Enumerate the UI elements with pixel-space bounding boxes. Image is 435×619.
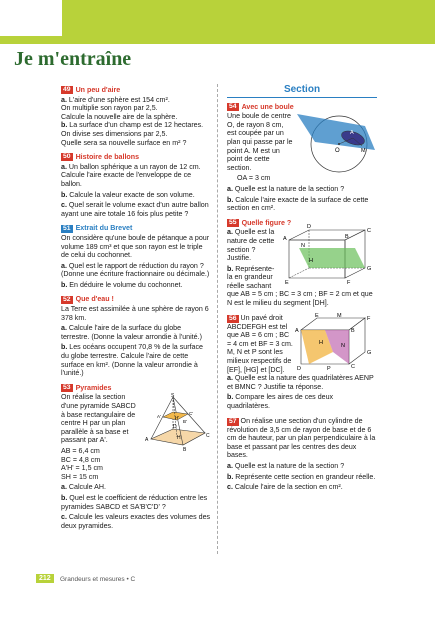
svg-text:M: M [337, 312, 342, 319]
question-a: Quelle est la nature de la section ? [234, 184, 345, 193]
question-b: Représente-la en grandeur réelle sachant que AB = 5 cm ; BC = 3 cm ; BF = 2 cm et que N est le milieu du segment [DH]. [227, 264, 373, 308]
cuboid-figure-2 [295, 314, 377, 370]
svg-text:G: G [367, 266, 372, 273]
exercise-52: 52 Que d'eau ! La Terre est assimilée à une sphère de rayon 6 378 km. a. Calcule l'aire de la surface du globe terrestre. (Donne la valeur arrondie à l'unité.) b. Les océans occupent 70,8 % de la surface du globe terrestre. Calcule l'aire de cette surface en km². (Donne la valeur arrondie à l'unité.) [61, 295, 211, 377]
exercise-title: Histoire de ballons [75, 153, 140, 162]
question-a-note: (Donne une écriture fractionnaire ou décimale.) [61, 270, 210, 279]
exercise-number: 51 [63, 224, 71, 232]
svg-text:H: H [319, 339, 323, 346]
exercise-number: 56 [229, 314, 237, 322]
page-title: Je m'entraîne [14, 48, 132, 70]
question-a: Un ballon sphérique a un rayon de 12 cm. Calcule l'aire exacte de l'enveloppe de ce ballon. [61, 162, 201, 188]
svg-text:F: F [347, 280, 351, 287]
question-a: Quel est le rapport de réduction du rayon ? [68, 261, 204, 270]
exercise-number: 54 [229, 102, 237, 110]
svg-text:B: B [345, 234, 349, 241]
question-b: Les océans occupent 70,8 % de la surface du globe terrestre. Calcule l'aire de cette surface en km². (Donne la valeur arrondie à l'unité.) [61, 343, 203, 378]
exercise-title: Quelle figure ? [241, 218, 292, 227]
pyramid-figure [143, 393, 211, 453]
question-a: L'aire d'une sphère est 154 cm². [68, 95, 170, 104]
exercise-54: 54 Avec une boule O A M Une boule de centre O, de rayon 8 cm, est coupée par un plan qui passe par le point A. M est un point de cette section. OA = 3 cm a. Quelle est la nature de la section ? b. Calcule l'aire exacte de la surface de cette section en cm². [227, 103, 377, 213]
svg-text:C: C [367, 228, 371, 235]
exercise-49: 49 Un peu d'aire a. L'aire d'une sphère est 154 cm². On multiplie son rayon par 2,5. Calcule la nouvelle aire de la sphère. b. La surface d'un champ est de 12 hectares. On divise ses dimensions par 2,5. Quelle sera sa nouvelle surface en m² ? [61, 86, 211, 147]
exercise-intro: Une boule de centre O, de rayon 8 cm, est coupée par un plan qui passe par le point A. M est un point de cette section. [227, 112, 293, 172]
exercise-number: 55 [229, 219, 237, 227]
question-a: Quelle est la nature des quadrilatères AENP et BMNC ? Justifie ta réponse. [227, 374, 374, 391]
svg-text:P: P [327, 365, 331, 372]
question-b: Calcule la valeur exacte de son volume. [69, 190, 195, 199]
svg-text:C: C [206, 433, 210, 440]
exercise-title: Que d'eau ! [75, 295, 114, 304]
svg-text:H': H' [175, 415, 180, 421]
svg-text:N: N [301, 243, 305, 250]
exercise-title: Extrait du Brevet [75, 224, 133, 233]
exercise-number: 49 [63, 86, 71, 94]
svg-text:S: S [171, 393, 175, 400]
given-data: OA = 3 cm [237, 174, 271, 183]
question-c: Quel serait le volume exact d'un autre ballon ayant une aire totale 16 fois plus petite ? [61, 201, 209, 218]
exercise-number: 53 [63, 384, 71, 392]
svg-text:A': A' [157, 414, 161, 420]
svg-text:A: A [350, 130, 354, 137]
sphere-figure [295, 112, 377, 174]
exercise-intro: La Terre est assimilée à une sphère de rayon 6 378 km. [61, 305, 209, 322]
svg-text:C: C [351, 363, 355, 370]
question-a: Calcule l'aire de la surface du globe terrestre. (Donne la valeur arrondie à l'unité.) [61, 324, 202, 341]
exercise-title: Pyramides [75, 383, 112, 392]
exercise-number: 52 [63, 295, 71, 303]
question-c: Calcule l'aire de la section en cm². [234, 483, 343, 492]
svg-text:A: A [283, 236, 287, 243]
exercise-intro: On réalise une section d'un cylindre de révolution de 3,5 cm de rayon de base et de 6 cm de hauteur, par un plan perpendiculaire à la base et passant par les centres des deux bases. [227, 416, 376, 460]
svg-text:E: E [285, 280, 289, 287]
left-column [61, 86, 211, 536]
question-b: En déduire le volume du cochonnet. [69, 280, 183, 289]
right-column [227, 86, 377, 498]
svg-text:F: F [367, 315, 371, 322]
exercise-intro: On considère qu'une boule de pétanque a pour volume 189 cm³ et que son rayon est le triple de celui du cochonnet. [61, 233, 210, 260]
column-separator [217, 84, 218, 554]
given-data: A'H' = 1,5 cm [61, 464, 103, 473]
given-data: BC = 4,8 cm [61, 455, 101, 464]
svg-text:O: O [335, 148, 340, 155]
svg-text:D: D [307, 224, 311, 231]
section-heading: Section [227, 86, 377, 98]
cuboid-figure [281, 224, 377, 287]
svg-text:A: A [295, 327, 299, 334]
svg-text:B: B [183, 447, 187, 454]
exercise-51: 51 Extrait du Brevet On considère qu'une boule de pétanque a pour volume 189 cm³ et que son rayon est le triple de celui du cochonnet. a. Quel est le rapport de réduction du rayon ? (Donne une écriture fractionnaire ou décimale.) b. En déduire le volume du cochonnet. [61, 224, 210, 289]
exercise-56: A E M F B G H N C P D 56 Un pavé droit ABCDEFGH est tel que AB = 6 cm ; BC = 4 cm et BF = 3 cm. M, N et P sont les milieux respectifs de [EF], [HG] et [DC]. a. Quelle est la nature des quadrilatères AENP et BMNC ? Justifie ta réponse. b. Compare les aires de ces deux quadrilatères. [227, 314, 377, 411]
page-number: 212 [36, 574, 54, 583]
exercise-title: Un peu d'aire [75, 86, 121, 94]
svg-text:D: D [297, 365, 301, 372]
given-data: AB = 6,4 cm [61, 446, 100, 455]
exercise-intro: On réalise la section d'une pyramide SABCD à base rectangulaire de centre H par un plan parallèle à sa base et passant par A'. [61, 393, 136, 445]
exercise-53: 53 Pyramides S A B C D H A' H' C' B' On réalise la section d'une pyramide SABCD à base rectangulaire de centre H par un plan parallèle à sa base et passant par A'. AB = 6,4 cm BC = 4,8 cm A'H' = 1,5 cm SH = 15 cm a. Calcule AH. b. Quel est le coefficient de réduction entre les pyramides SABCD et SA'B'C'D' ? c. Calcule les valeurs exactes des volumes des deux pyramides. [61, 383, 211, 530]
question-b: La surface d'un champ est de 12 hectares. [69, 121, 204, 130]
svg-text:M: M [361, 148, 366, 155]
exercise-57: 57 On réalise une section d'un cylindre de révolution de 3,5 cm de rayon de base et de 6 cm de hauteur, par un plan perpendiculaire à la base et passant par les centres des deux bases. a. Quelle est la nature de la section ? b. Représente cette section en grandeur réelle. c. Calcule l'aire de la section en cm². [227, 416, 376, 492]
footer-text: Grandeurs et mesures • C [60, 576, 136, 583]
question-a-line: On multiplie son rayon par 2,5. [61, 104, 158, 113]
svg-text:C': C' [189, 411, 194, 417]
svg-text:B: B [351, 327, 355, 334]
svg-text:D: D [173, 424, 177, 431]
given-data: SH = 15 cm [61, 472, 99, 481]
question-a: Calcule AH. [68, 483, 106, 492]
svg-text:H: H [177, 435, 181, 442]
exercise-number: 50 [63, 153, 71, 161]
svg-text:E: E [315, 312, 319, 319]
svg-text:B': B' [183, 419, 187, 425]
exercise-55: 55 Quelle figure ? A B C D E F G H N a. Quelle est la nature de cette section ? Justifie. b. Représente-la en grandeur réelle sachant que AB = 5 cm ; BC = 3 cm ; BF = 2 cm et que N est le milieu du segment [DH]. [227, 219, 377, 308]
question-a: Quelle est la nature de cette section ? Justifie. [227, 228, 275, 263]
question-a-line: Calcule la nouvelle aire de la sphère. [61, 112, 178, 121]
question-a: Quelle est la nature de la section ? [234, 461, 345, 470]
question-c: Calcule les valeurs exactes des volumes des deux pyramides. [61, 513, 211, 530]
question-b: Quel est le coefficient de réduction entre les pyramides SABCD et SA'B'C'D' ? [61, 493, 208, 511]
exercise-50: 50 Histoire de ballons a. Un ballon sphérique a un rayon de 12 cm. Calcule l'aire exacte de l'enveloppe de ce ballon. b. Calcule la valeur exacte de son volume. c. Quel serait le volume exact d'un autre ballon ayant une aire totale 16 fois plus petite ? [61, 153, 209, 218]
exercise-title: Avec une boule [241, 102, 294, 111]
exercise-intro: Un pavé droit ABCDEFGH est tel que AB = 6 cm ; BC = 4 cm et BF = 3 cm. M, N et P sont les milieux respectifs de [EF], [HG] et [DC]. [227, 313, 293, 374]
question-b: Compare les aires de ces deux quadrilatères. [227, 393, 334, 410]
svg-text:A: A [145, 437, 149, 444]
svg-text:G: G [367, 349, 372, 356]
question-b: Représente cette section en grandeur réelle. [235, 472, 376, 481]
svg-text:N: N [341, 342, 345, 349]
question-b-line: On divise ses dimensions par 2,5. [61, 129, 168, 138]
header-band-stripe [0, 36, 435, 44]
question-b: Calcule l'aire exacte de la surface de cette section en cm². [227, 195, 369, 213]
question-b-line: Quelle sera sa nouvelle surface en m² ? [61, 138, 187, 147]
exercise-number: 57 [229, 417, 237, 425]
svg-text:H: H [309, 258, 313, 265]
